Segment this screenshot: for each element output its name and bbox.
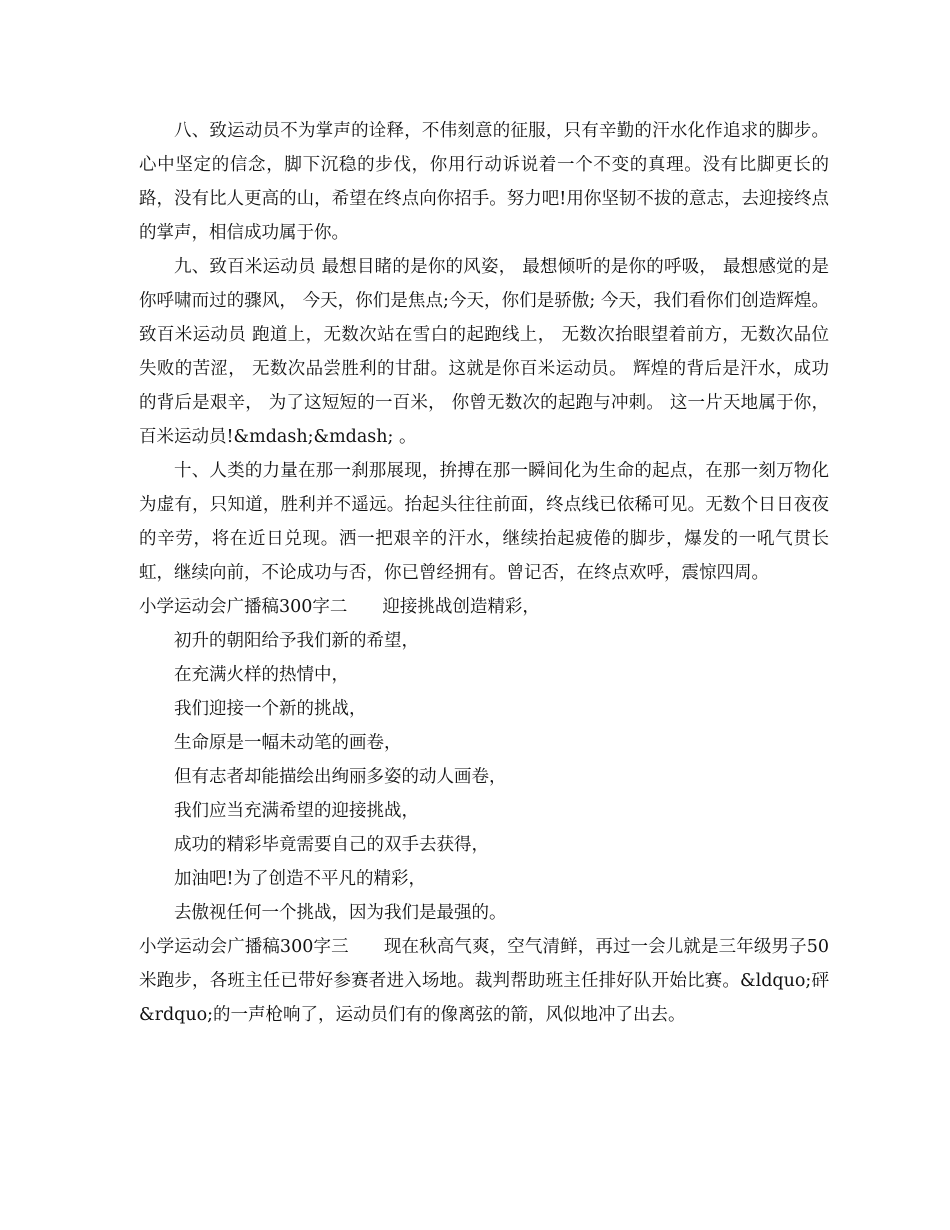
paragraph-9: 九、致百米运动员 最想目睹的是你的风姿， 最想倾听的是你的呼吸， 最想感觉的是你呼啸而过的骤风， 今天，你们是焦点;今天，你们是骄傲; 今天，我们看你们创造辉煌。 致百米运动员 跑道上，无数次站在雪白的起跑线上， 无数次抬眼望着前方，无数次品位失败的苦涩， 无数次品尝胜利的甘甜。这就是你百米运动员。 辉煌的背后是汗水，成功的背后是艰辛， 为了这短短的一百米， 你曾无数次的起跑与冲刺。 这一片天地属于你，百米运动员!&mdash;&mdash; 。 — [139, 257, 829, 447]
poem-line: 成功的精彩毕竟需要自己的双手去获得， — [174, 835, 489, 855]
paragraph-8: 八、致运动员不为掌声的诠释，不伟刻意的征服，只有辛勤的汗水化作追求的脚步。心中坚定的信念，脚下沉稳的步伐，你用行动诉说着一个不变的真理。没有比脚更长的路，没有比人更高的山，希望在终点向你招手。努力吧!用你坚韧不拔的意志，去迎接终点的掌声，相信成功属于你。 — [139, 121, 829, 243]
poem-line: 去傲视任何一个挑战，因为我们是最强的。 — [174, 903, 507, 923]
poem-line: 我们迎接一个新的挑战， — [174, 699, 367, 719]
poem-line: 但有志者却能描绘出绚丽多姿的动人画卷， — [174, 767, 507, 787]
paragraph-10: 十、人类的力量在那一刹那展现，拚搏在那一瞬间化为生命的起点，在那一刻万物化为虚有，只知道，胜利并不遥远。抬起头往往前面，终点线已依稀可见。无数个日日夜夜的辛劳，将在近日兑现。洒一把艰辛的汗水，继续抬起疲倦的脚步，爆发的一吼气贯长虹，继续向前，不论成功与否，你已曾经拥有。曾记否，在终点欢呼，震惊四周。 — [139, 461, 829, 583]
document-body — [139, 114, 829, 1032]
poem-line: 加油吧!为了创造不平凡的精彩， — [174, 869, 427, 889]
poem-line: 生命原是一幅未动笔的画卷， — [174, 733, 402, 753]
poem-line: 初升的朝阳给予我们新的希望， — [174, 631, 419, 651]
section-2-heading: 小学运动会广播稿300字二 迎接挑战创造精彩， — [139, 597, 540, 617]
section-3-text: 小学运动会广播稿300字三 现在秋高气爽，空气清鲜，再过一会儿就是三年级男子50米跑步，各班主任已带好参赛者进入场地。裁判帮助班主任排好队开始比赛。&ldquo;砰&rdquo;的一声枪响了，运动员们有的像离弦的箭，风似地冲了出去。 — [139, 937, 829, 1025]
poem-line: 我们应当充满希望的迎接挑战， — [174, 801, 419, 821]
poem-line: 在充满火样的热情中， — [174, 665, 349, 685]
